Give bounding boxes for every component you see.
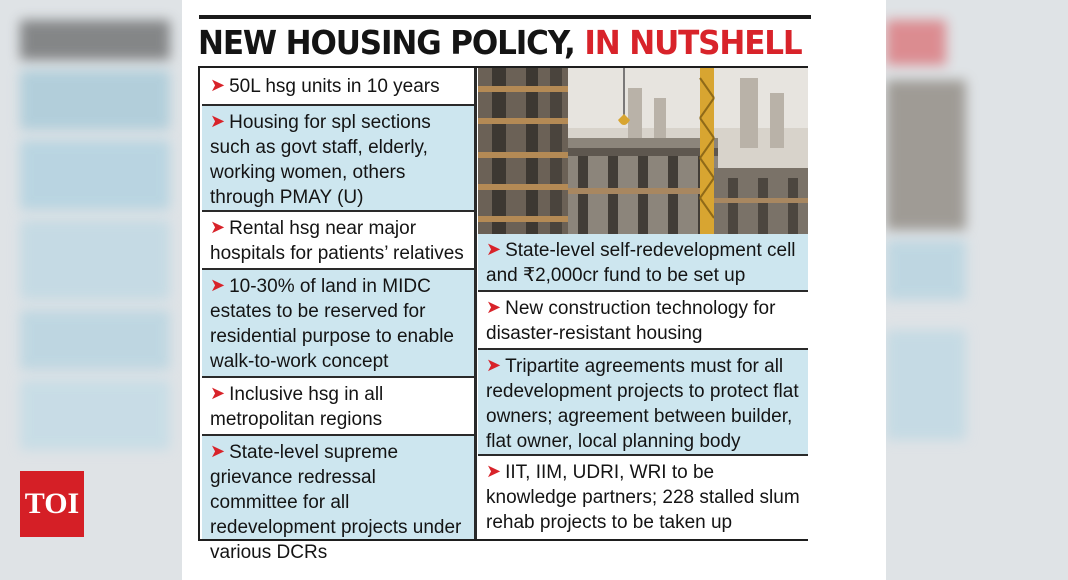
policy-item-text: Tripartite agreements must for all redevelopment projects to protect flat owners; agreement between builder, flat owner, local planning body [486, 356, 799, 452]
policy-item [202, 378, 474, 436]
policy-item [478, 292, 808, 350]
arrow-icon: ➤ [486, 355, 502, 375]
policy-item [202, 270, 474, 378]
headline-part1: NEW HOUSING POLICY, [198, 23, 575, 62]
construction-image [478, 68, 808, 234]
toi-logo: TOI [20, 471, 84, 537]
construction-site-photo [478, 68, 808, 234]
backdrop-right [886, 0, 1068, 580]
policy-item-text: Rental hsg near major hospitals for patients’ relatives [210, 218, 464, 264]
arrow-icon: ➤ [210, 75, 226, 95]
content-frame [198, 66, 808, 563]
policy-item [478, 234, 808, 292]
policy-item-text: New construction technology for disaster-resistant housing [486, 298, 776, 344]
policy-item [202, 70, 474, 106]
policy-item [202, 106, 474, 212]
column-divider [474, 68, 477, 539]
policy-item-text: State-level self-redevelopment cell and ₹2,000cr fund to be set up [486, 240, 796, 286]
arrow-icon: ➤ [210, 111, 226, 131]
arrow-icon: ➤ [210, 383, 226, 403]
headline-part2: IN NUTSHELL [584, 23, 802, 62]
policy-item-text: State-level supreme grievance redressal committee for all redevelopment projects under various DCRs [210, 442, 462, 563]
policy-item [478, 456, 808, 539]
headline-rule [199, 15, 811, 19]
policy-item [202, 212, 474, 270]
policy-item-text: IIT, IIM, UDRI, WRI to be knowledge partners; 228 stalled slum rehab projects to be taken up [486, 462, 800, 533]
policy-item [478, 350, 808, 456]
arrow-icon: ➤ [486, 297, 502, 317]
policy-item-text: 10-30% of land in MIDC estates to be reserved for residential purpose to enable walk-to-work concept [210, 276, 455, 372]
arrow-icon: ➤ [210, 217, 226, 237]
policy-item-text: Housing for spl sections such as govt staff, elderly, working women, others through PMAY (U) [210, 112, 431, 208]
infographic-card [182, 0, 886, 580]
policy-item-text: Inclusive hsg in all metropolitan regions [210, 384, 384, 430]
policy-item-text: 50L hsg units in 10 years [229, 76, 440, 97]
headline [198, 22, 802, 64]
policy-item [202, 436, 474, 563]
arrow-icon: ➤ [210, 441, 226, 461]
arrow-icon: ➤ [486, 461, 502, 481]
arrow-icon: ➤ [486, 239, 502, 259]
arrow-icon: ➤ [210, 275, 226, 295]
